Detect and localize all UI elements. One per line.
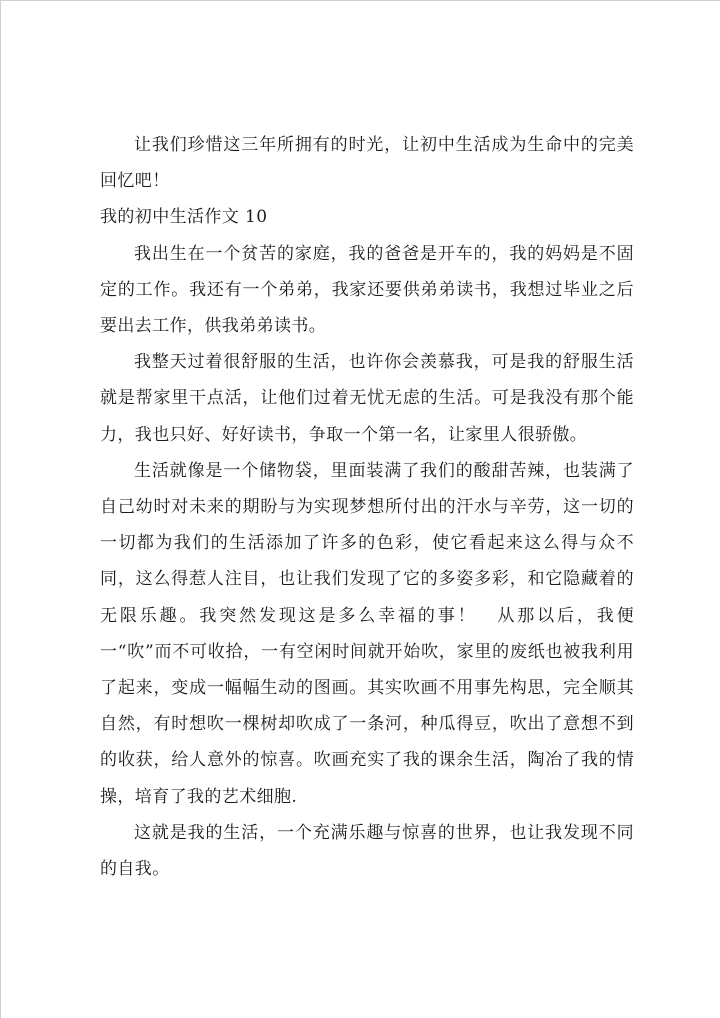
paragraph-storage-bag: 生活就像是一个储物袋，里面装满了我们的酸甜苦辣，也装满了自己幼时对未来的期盼与为实现梦想所付出的汗水与辛劳，这一切的一切都为我们的生活添加了许多的色彩，使它看起来这么得与众不同，这么得惹人注目，也让我们发现了它的多姿多彩，和它隐藏着的无限乐趣。我突然发现这是多么幸福的事！ 从那以后，我便一“吹”而不可收拾，一有空闲时间就开始吹，家里的废纸也被我利用了起来，变成一幅幅生动的图画。其实吹画不用事先构思，完全顺其自然，有时想吹一棵树却吹成了一条河，种瓜得豆，吹出了意想不到的收获，给人意外的惊喜。吹画充实了我的课余生活，陶冶了我的情操，培育了我的艺术细胞. [100,460,634,807]
essay-title: 我的初中生活作文 10 [100,207,268,228]
paragraph-closing-previous: 让我们珍惜这三年所拥有的时光，让初中生活成为生命中的完美回忆吧！ [100,135,634,192]
paragraph-conclusion: 这就是我的生活，一个充满乐趣与惊喜的世界，也让我发现不同的自我。 [100,822,634,880]
paragraph-family: 我出生在一个贫苦的家庭，我的爸爸是开车的，我的妈妈是不固定的工作。我还有一个弟弟，我家还要供弟弟读书，我想过毕业之后要出去工作，供我弟弟读书。 [100,243,634,337]
paragraph-daily-life: 我整天过着很舒服的生活，也许你会羡慕我，可是我的舒服生活就是帮家里干点活，让他们过着无忧无虑的生活。可是我没有那个能力，我也只好、好好读书，争取一个第一名，让家里人很骄傲。 [100,352,634,445]
document-body [100,127,634,887]
